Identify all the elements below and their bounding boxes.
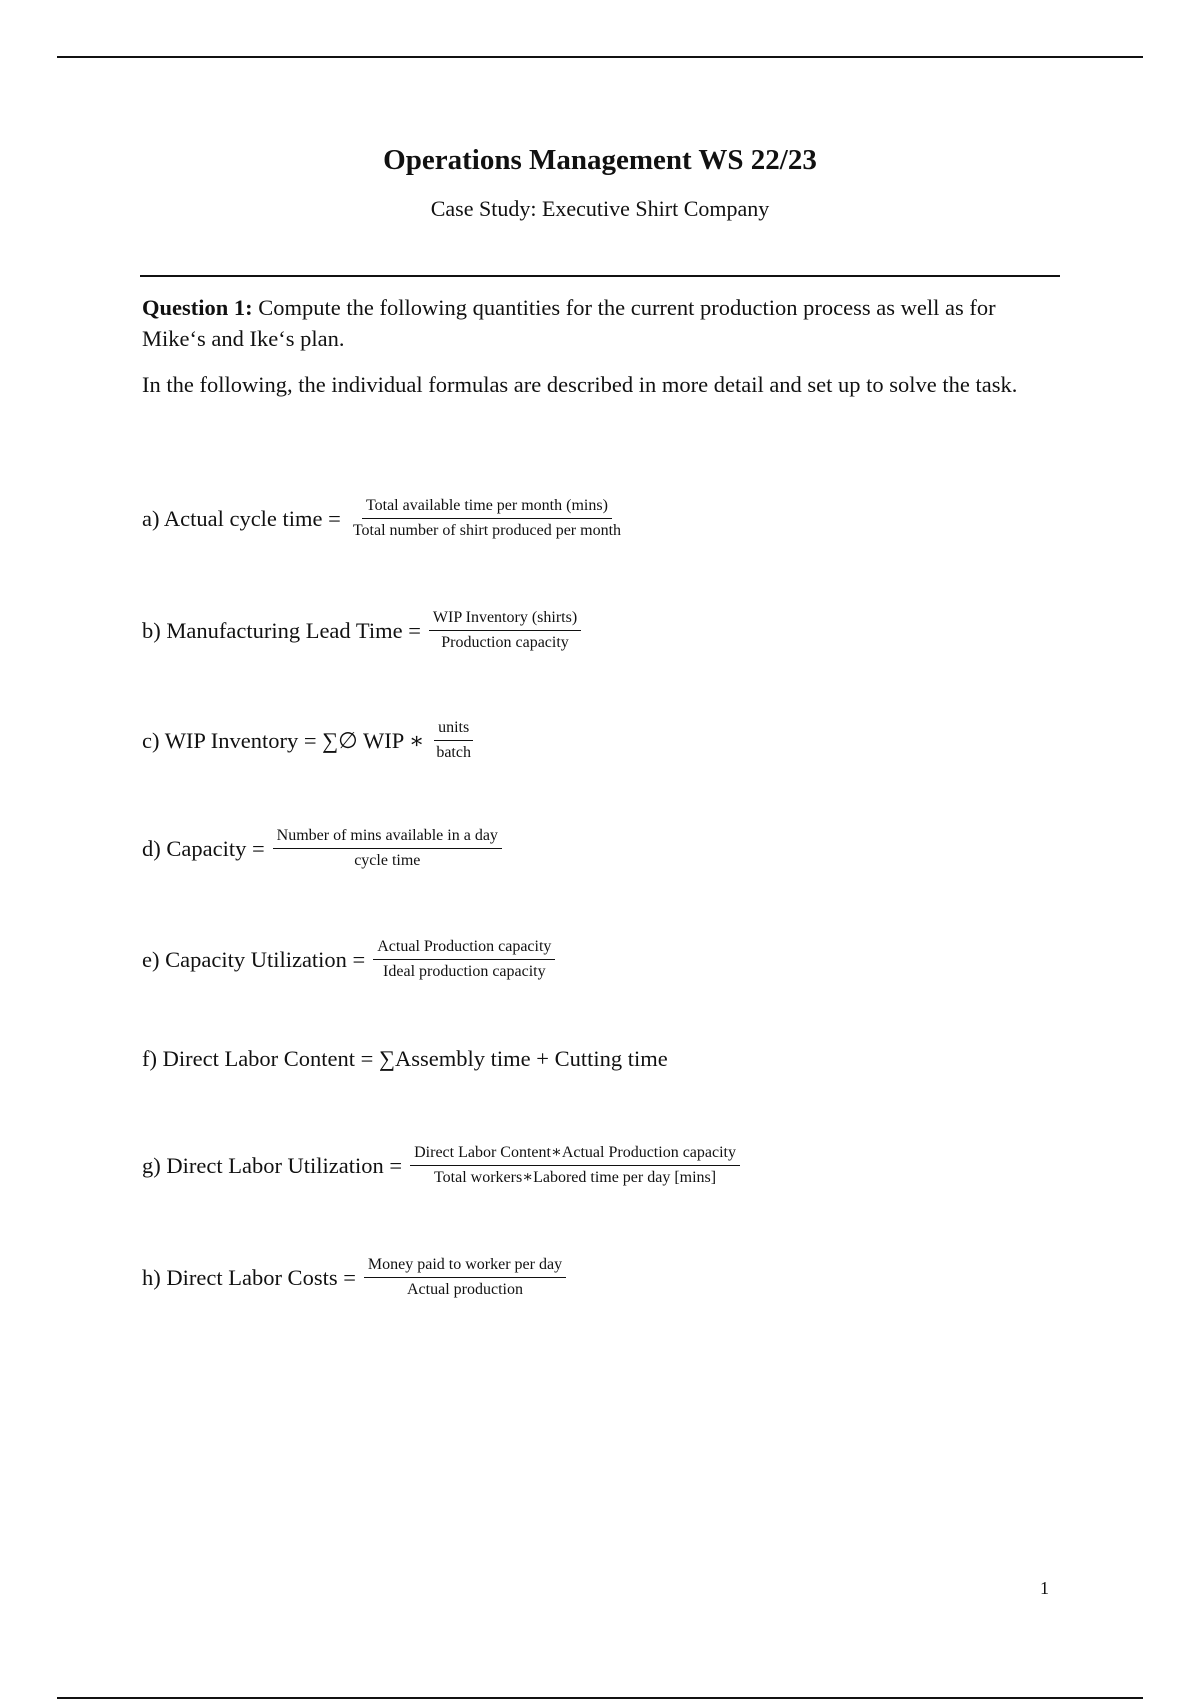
section-divider [140, 275, 1060, 277]
fraction [273, 826, 502, 871]
formula-label: h) Direct Labor Costs = [142, 1264, 356, 1290]
document-title: Operations Management WS 22/23 [383, 144, 817, 176]
page-number: 1 [1040, 1578, 1049, 1598]
formula-direct-labor-costs [142, 1255, 566, 1300]
document-subtitle: Case Study: Executive Shirt Company [430, 196, 770, 221]
formula-wip-inventory [142, 718, 475, 763]
fraction [349, 496, 625, 541]
fraction [410, 1143, 740, 1188]
formula-direct-labor-content [142, 1046, 674, 1072]
formula-label: a) Actual cycle time = [142, 505, 341, 531]
top-page-rule [57, 56, 1143, 58]
formula-capacity [142, 826, 502, 871]
formula-label: g) Direct Labor Utilization = [142, 1152, 403, 1178]
fraction-denominator: Total workers∗Labored time per day [mins] [434, 1169, 717, 1186]
fraction-denominator: Production capacity [441, 634, 569, 651]
fraction-numerator: Direct Labor Content∗Actual Production capacity [410, 1143, 740, 1166]
formula-label: e) Capacity Utilization = [142, 946, 366, 972]
fraction-denominator: cycle time [354, 852, 421, 869]
formula-label: c) WIP Inventory = ∑∅ WIP ∗ [142, 727, 425, 753]
formula-actual-cycle-time [142, 496, 625, 541]
fraction-numerator: WIP Inventory (shirts) [429, 608, 581, 631]
fraction-numerator: Number of mins available in a day [273, 826, 502, 849]
fraction [373, 937, 555, 982]
bottom-page-rule [57, 1697, 1143, 1699]
fraction-numerator: Money paid to worker per day [364, 1255, 566, 1278]
question-text: Compute the following quantities for the current production process as well as for Mike‘s and Ike‘s plan. [142, 295, 996, 351]
fraction [429, 608, 581, 653]
fraction-numerator: Total available time per month (mins) [362, 496, 612, 519]
fraction-denominator: batch [436, 744, 471, 761]
formula-label: d) Capacity = [142, 835, 265, 861]
question-label: Question 1: [142, 295, 253, 320]
formula-label: f) Direct Labor Content = ∑Assembly time + Cutting time [142, 1046, 668, 1071]
formula-label: b) Manufacturing Lead Time = [142, 617, 421, 643]
fraction [432, 718, 475, 763]
fraction-numerator: units [434, 718, 473, 741]
formula-capacity-utilization [142, 937, 555, 982]
formula-direct-labor-utilization [142, 1143, 740, 1188]
fraction-denominator: Ideal production capacity [383, 963, 546, 980]
fraction-denominator: Actual production [407, 1281, 523, 1298]
formula-manufacturing-lead-time [142, 608, 581, 653]
fraction [364, 1255, 566, 1300]
question-paragraph [142, 292, 1060, 354]
fraction-denominator: Total number of shirt produced per month [352, 522, 622, 539]
fraction-numerator: Actual Production capacity [373, 937, 555, 960]
intro-paragraph: In the following, the individual formulas are described in more detail and set up to solve the task. [142, 372, 1018, 397]
